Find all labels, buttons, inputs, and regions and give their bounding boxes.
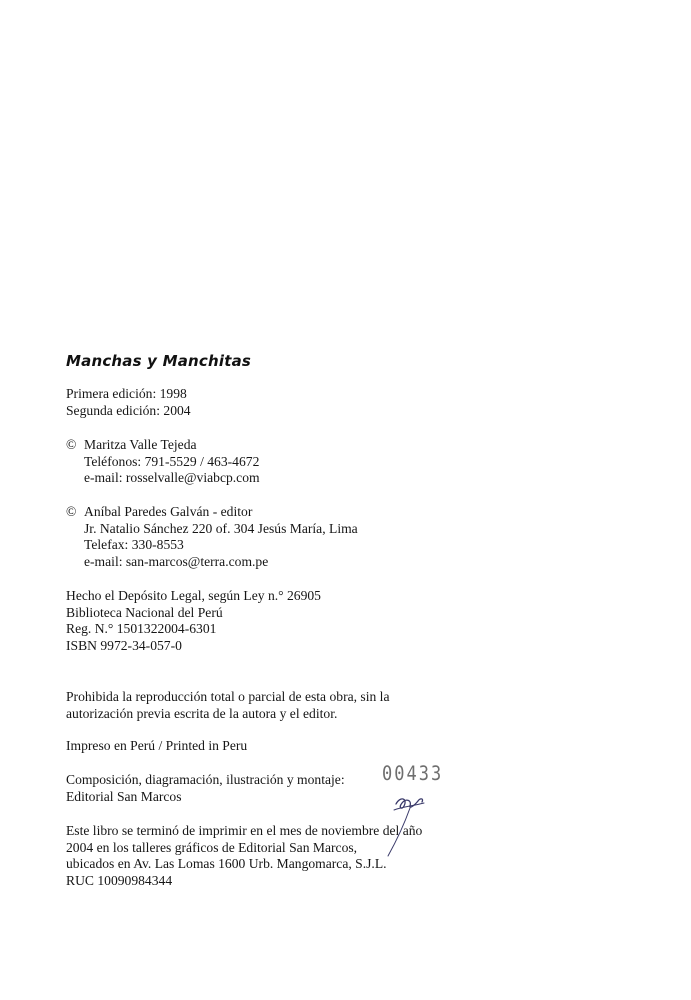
colophon-line: 2004 en los talleres gráficos de Editorial San Marcos,: [66, 839, 358, 855]
handwritten-signature-icon: [372, 786, 442, 858]
isbn-line: ISBN 9972-34-057-0: [66, 637, 182, 653]
rights-line: Prohibida la reproducción total o parcial de esta obra, sin la: [66, 689, 390, 704]
stamped-number: 00433: [382, 762, 444, 786]
author-email: e-mail: rosselvalle@viabcp.com: [84, 470, 260, 486]
author-name: Maritza Valle Tejeda: [84, 437, 197, 452]
colophon-line: RUC 10090984344: [66, 872, 173, 888]
editor-email: e-mail: san-marcos@terra.com.pe: [84, 553, 269, 569]
legal-line: Reg. N.° 1501322004-6301: [66, 621, 217, 637]
editions-block: [66, 386, 191, 419]
author-copyright-block: [66, 437, 260, 487]
composition-line: Editorial San Marcos: [66, 788, 182, 804]
rights-line: autorización previa escrita de la autora y el editor.: [66, 705, 338, 721]
composition-line: Composición, diagramación, ilustración y montaje:: [66, 772, 345, 787]
editor-address: Jr. Natalio Sánchez 220 of. 304 Jesús María, Lima: [84, 520, 358, 536]
composition-block: [66, 772, 345, 805]
copyright-symbol: ©: [66, 504, 77, 519]
book-title: Manchas y Manchitas: [66, 352, 252, 370]
colophon-line: ubicados en Av. Las Lomas 1600 Urb. Mangomarca, S.J.L.: [66, 856, 387, 872]
legal-line: Biblioteca Nacional del Perú: [66, 604, 223, 620]
legal-deposit-block: [66, 588, 321, 654]
editor-name: Aníbal Paredes Galván - editor: [84, 504, 253, 519]
rights-notice-block: [66, 689, 390, 722]
editor-copyright-block: [66, 504, 358, 570]
edition-line: Segunda edición: 2004: [66, 402, 191, 418]
legal-line: Hecho el Depósito Legal, según Ley n.° 26905: [66, 588, 321, 603]
colophon-block: [66, 823, 422, 889]
edition-line: Primera edición: 1998: [66, 386, 187, 401]
colophon-line: Este libro se terminó de imprimir en el mes de noviembre del año: [66, 823, 423, 838]
copyright-symbol: ©: [66, 437, 77, 452]
editor-fax: Telefax: 330-8553: [84, 537, 184, 553]
printed-in-line: Impreso en Perú / Printed in Peru: [66, 738, 248, 753]
author-phones: Teléfonos: 791-5529 / 463-4672: [84, 453, 260, 469]
